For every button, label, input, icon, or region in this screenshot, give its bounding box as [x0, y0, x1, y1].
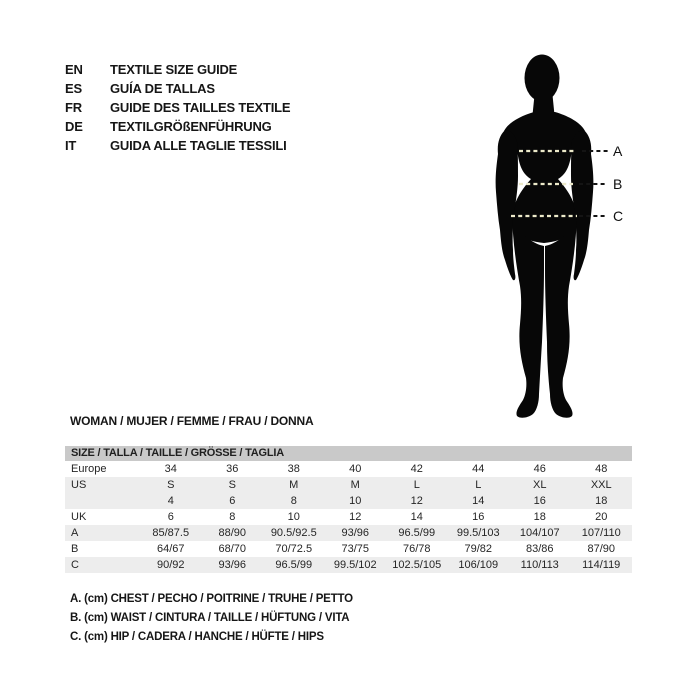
size-cell: 18: [533, 511, 546, 523]
language-code: EN: [65, 62, 83, 77]
size-cell: 8: [290, 495, 297, 507]
measurement-legend: [70, 590, 353, 647]
table-row: [65, 525, 632, 541]
size-cell: 40: [349, 463, 362, 475]
legend-item: B. (cm) WAIST / CINTURA / TAILLE / HÜFTUNG / VITA: [70, 612, 350, 624]
row-label: Europe: [71, 463, 107, 475]
row-label: UK: [71, 511, 87, 523]
table-row: [65, 477, 632, 493]
woman-silhouette: [455, 48, 640, 438]
measure-label-c: C: [613, 208, 624, 224]
size-table-body: [65, 461, 632, 573]
size-cell: 110/113: [520, 559, 559, 571]
size-cell: 6: [167, 511, 174, 523]
language-code: FR: [65, 100, 82, 115]
size-cell: 70/72.5: [275, 543, 313, 555]
size-cell: 12: [349, 511, 362, 523]
row-label: A: [71, 527, 79, 539]
silhouette-left-arm: [496, 130, 518, 280]
size-cell: 88/90: [218, 527, 247, 539]
size-cell: 64/67: [156, 543, 185, 555]
size-cell: 34: [164, 463, 177, 475]
size-cell: 93/96: [218, 559, 247, 571]
size-cell: 96.5/99: [275, 559, 313, 571]
language-list: [65, 63, 290, 153]
size-cell: 10: [349, 495, 362, 507]
size-cell: 14: [410, 511, 423, 523]
size-cell: 104/107: [519, 527, 560, 539]
legend-item: A. (cm) CHEST / PECHO / POITRINE / TRUHE / PETTO: [70, 593, 353, 605]
silhouette-right-leg: [545, 216, 577, 418]
size-cell: 48: [595, 463, 608, 475]
size-cell: M: [289, 479, 299, 491]
size-cell: 96.5/99: [398, 527, 436, 539]
silhouette-left-leg: [512, 216, 544, 418]
size-cell: L: [475, 479, 482, 491]
size-cell: 10: [287, 511, 300, 523]
table-row: [65, 557, 632, 573]
size-cell: 38: [287, 463, 300, 475]
language-code: IT: [65, 138, 77, 153]
language-code: DE: [65, 119, 83, 134]
row-label: [65, 493, 140, 509]
size-cell: 68/70: [218, 543, 247, 555]
size-cell: S: [228, 479, 236, 491]
size-cell: 16: [533, 495, 546, 507]
size-cell: 73/75: [341, 543, 370, 555]
table-title: WOMAN / MUJER / FEMME / FRAU / DONNA: [70, 414, 314, 428]
size-cell: 46: [533, 463, 546, 475]
language-label: TEXTILGRÖßENFÜHRUNG: [110, 119, 272, 134]
size-cell: 44: [472, 463, 485, 475]
language-label: GUÍA DE TALLAS: [110, 81, 215, 96]
size-cell: 6: [229, 495, 236, 507]
size-cell: 87/90: [587, 543, 616, 555]
size-cell: 20: [595, 511, 608, 523]
size-cell: 36: [226, 463, 239, 475]
size-cell: 85/87.5: [152, 527, 190, 539]
size-cell: 14: [472, 495, 485, 507]
size-cell: XL: [533, 479, 547, 491]
size-cell: 83/86: [525, 543, 554, 555]
language-code: ES: [65, 81, 82, 96]
language-label: GUIDA ALLE TAGLIE TESSILI: [110, 138, 287, 153]
size-cell: 4: [167, 495, 174, 507]
size-cell: M: [350, 479, 360, 491]
size-cell: 107/110: [581, 527, 621, 539]
table-row: [65, 541, 632, 557]
size-cell: 18: [595, 495, 608, 507]
size-cell: 79/82: [464, 543, 493, 555]
size-cell: L: [413, 479, 420, 491]
size-cell: 93/96: [341, 527, 370, 539]
language-label: TEXTILE SIZE GUIDE: [110, 62, 238, 77]
legend-item: C. (cm) HIP / CADERA / HANCHE / HÜFTE / HIPS: [70, 631, 324, 643]
row-label: US: [71, 479, 87, 491]
size-cell: 42: [410, 463, 423, 475]
size-cell: 12: [410, 495, 423, 507]
size-cell: XXL: [590, 479, 612, 491]
size-cell: 76/78: [402, 543, 431, 555]
table-row: [65, 461, 632, 477]
table-row: [65, 493, 632, 509]
size-cell: 106/109: [458, 559, 499, 571]
measure-label-a: A: [613, 143, 623, 159]
size-table: [65, 446, 632, 573]
size-cell: 8: [229, 511, 236, 523]
language-label: GUIDE DES TAILLES TEXTILE: [110, 100, 291, 115]
measure-label-b: B: [613, 176, 623, 192]
size-cell: 90/92: [156, 559, 185, 571]
row-label: B: [71, 543, 79, 555]
size-cell: 16: [472, 511, 485, 523]
size-cell: 99.5/102: [333, 559, 377, 571]
size-cell: 114/119: [582, 559, 621, 571]
size-cell: S: [167, 479, 175, 491]
table-row: [65, 509, 632, 525]
silhouette-right-arm: [571, 130, 593, 280]
size-table-header: SIZE / TALLA / TAILLE / GRÖSSE / TAGLIA: [65, 446, 632, 461]
row-label: C: [71, 559, 79, 571]
size-cell: 102.5/105: [392, 559, 442, 571]
size-cell: 99.5/103: [456, 527, 500, 539]
size-cell: 90.5/92.5: [270, 527, 317, 539]
